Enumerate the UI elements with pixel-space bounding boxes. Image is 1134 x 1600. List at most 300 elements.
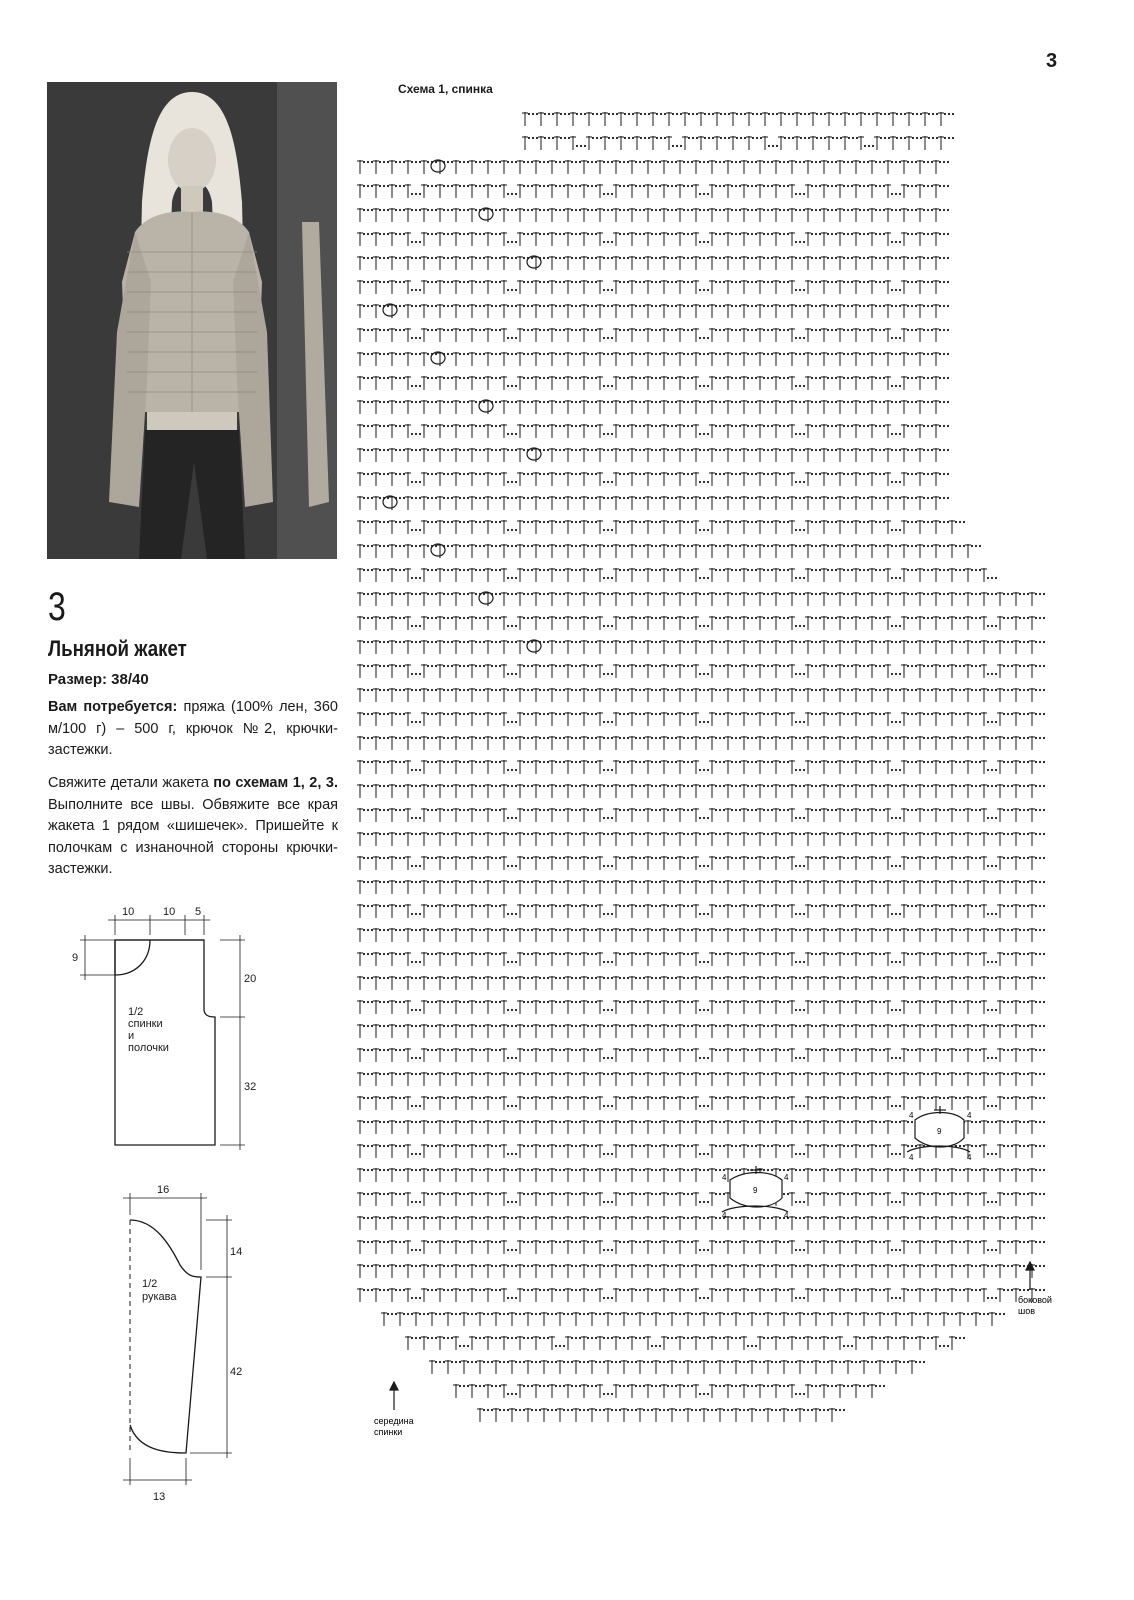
chart-stitch (837, 304, 853, 318)
chart-stitch (437, 1192, 453, 1206)
chart-stitch (789, 352, 805, 366)
chart-stitch (981, 1168, 997, 1182)
dim-body-top-1: 10 (122, 906, 134, 918)
chart-stitch (853, 1384, 869, 1398)
chart-stitch (549, 376, 565, 390)
chart-stitch (469, 1384, 485, 1398)
chart-stitch (389, 1168, 405, 1182)
chart-stitch (645, 640, 661, 654)
chart-stitch (557, 1312, 573, 1326)
chart-stitch (381, 1312, 397, 1326)
chart-stitch (730, 136, 746, 150)
chart-stitch (965, 856, 981, 870)
chart-stitch (357, 904, 373, 918)
chart-stitch (645, 280, 661, 294)
chart-caption: Схема 1, спинка (398, 82, 493, 96)
chart-stitch (901, 640, 917, 654)
chart-stitch (949, 640, 965, 654)
chart-stitch (917, 280, 933, 294)
chart-stitch (533, 424, 549, 438)
chart-stitch (981, 1072, 997, 1086)
chart-stitch (501, 784, 517, 798)
chart-stitch (693, 904, 709, 918)
chart-stitch (613, 880, 629, 894)
chart-stitch (389, 1240, 405, 1254)
chart-stitch (533, 184, 549, 198)
chart-stitch (469, 424, 485, 438)
chart-stitch (373, 160, 389, 174)
chart-stitch (613, 1096, 629, 1110)
chart-stitch (741, 952, 757, 966)
chart-stitch (893, 1360, 909, 1374)
chart-stitch (565, 904, 581, 918)
chart-stitch (869, 736, 885, 750)
chart-stitch (1013, 856, 1029, 870)
chart-stitch (773, 1024, 789, 1038)
chart-stitch (549, 328, 565, 342)
chart-stitch (693, 328, 709, 342)
chart-stitch (762, 136, 778, 150)
chart-stitch (837, 952, 853, 966)
chart-stitch (485, 928, 501, 942)
chart-stitch (709, 664, 725, 678)
chart-stitch (661, 568, 677, 582)
chart-stitch (869, 1216, 885, 1230)
chart-stitch (709, 808, 725, 822)
chart-stitch (709, 1048, 725, 1062)
chart-stitch (533, 304, 549, 318)
chart-stitch (421, 184, 437, 198)
chart-stitch (549, 688, 565, 702)
chart-stitch (373, 1120, 389, 1134)
chart-stitch (965, 568, 981, 582)
chart-stitch (453, 448, 469, 462)
chart-stitch (821, 328, 837, 342)
chart-stitch (709, 832, 725, 846)
chart-stitch (661, 1048, 677, 1062)
chart-stitch (853, 1336, 869, 1350)
dim-sleeve-right-2: 42 (230, 1366, 242, 1378)
chart-stitch (373, 352, 389, 366)
chart-stitch (469, 544, 485, 558)
chart-stitch (485, 1216, 501, 1230)
chart-stitch (533, 712, 549, 726)
chart-stitch (373, 472, 389, 486)
chart-stitch (421, 400, 437, 414)
chart-stitch (645, 448, 661, 462)
chart-stitch (477, 1408, 493, 1422)
chart-stitch (405, 472, 421, 486)
chart-stitch (789, 1000, 805, 1014)
chart-stitch (453, 592, 469, 606)
chart-stitch (373, 832, 389, 846)
chart-stitch (517, 280, 533, 294)
chart-stitch (469, 280, 485, 294)
chart-stitch (565, 1240, 581, 1254)
chart-stitch (533, 472, 549, 486)
chart-stitch (485, 184, 501, 198)
chart-stitch (533, 1384, 549, 1398)
chart-stitch (629, 616, 645, 630)
chart-stitch (701, 1360, 717, 1374)
chart-stitch (821, 880, 837, 894)
chart-stitch (890, 136, 906, 150)
chart-stitch (762, 112, 778, 126)
chart-stitch (533, 352, 549, 366)
chart-stitch (421, 736, 437, 750)
chart-stitch (605, 1408, 621, 1422)
chart-stitch (629, 1240, 645, 1254)
chart-stitch (869, 376, 885, 390)
chart-stitch (725, 304, 741, 318)
chart-stitch (917, 376, 933, 390)
chart-stitch (565, 616, 581, 630)
chart-stitch (861, 1360, 877, 1374)
chart-stitch (533, 208, 549, 222)
chart-stitch (773, 784, 789, 798)
chart-stitch (533, 976, 549, 990)
chart-stitch (597, 184, 613, 198)
chart-stitch (837, 184, 853, 198)
chart-stitch (781, 1408, 797, 1422)
chart-stitch (741, 1048, 757, 1062)
chart-stitch (965, 1168, 981, 1182)
chart-stitch (973, 1312, 989, 1326)
chart-stitch (757, 616, 773, 630)
chart-stitch (981, 808, 997, 822)
chart-stitch (677, 184, 693, 198)
chart-stitch (853, 352, 869, 366)
chart-stitch (389, 976, 405, 990)
chart-stitch (765, 1312, 781, 1326)
chart-stitch (709, 952, 725, 966)
chart-stitch (685, 1360, 701, 1374)
chart-stitch (477, 1312, 493, 1326)
chart-stitch (637, 1312, 653, 1326)
chart-stitch (957, 1312, 973, 1326)
chart-stitch (909, 1312, 925, 1326)
chart-stitch (485, 496, 501, 510)
chart-stitch (709, 232, 725, 246)
chart-stitch (629, 304, 645, 318)
chart-stitch (901, 904, 917, 918)
chart-stitch (634, 136, 650, 150)
chart-stitch (421, 1264, 437, 1278)
pattern-schematics (70, 905, 290, 1515)
chart-stitch (746, 136, 762, 150)
chart-stitch (501, 952, 517, 966)
chart-stitch (485, 832, 501, 846)
chart-stitch (389, 952, 405, 966)
chart-stitch (570, 112, 586, 126)
chart-stitch (565, 376, 581, 390)
chart-stitch (501, 184, 517, 198)
chart-stitch (453, 856, 469, 870)
chart-stitch (677, 1048, 693, 1062)
chart-stitch (357, 1096, 373, 1110)
chart-stitch (693, 1072, 709, 1086)
chart-stitch (805, 904, 821, 918)
chart-stitch (645, 880, 661, 894)
chart-stitch (757, 304, 773, 318)
chart-stitch (613, 376, 629, 390)
chart-stitch (725, 712, 741, 726)
chart-stitch (693, 1240, 709, 1254)
chart-stitch (805, 424, 821, 438)
dim-sleeve-right-1: 14 (230, 1246, 242, 1258)
chart-stitch (773, 232, 789, 246)
chart-stitch (677, 256, 693, 270)
chart-stitch (997, 1264, 1013, 1278)
chart-stitch (549, 1096, 565, 1110)
chart-stitch (885, 904, 901, 918)
chart-stitch (933, 496, 949, 510)
chart-stitch (677, 856, 693, 870)
chart-stitch (485, 976, 501, 990)
chart-stitch (661, 1000, 677, 1014)
chart-stitch (701, 1408, 717, 1422)
chart-stitch (405, 208, 421, 222)
chart-stitch (565, 1288, 581, 1302)
chart-stitch (757, 856, 773, 870)
chart-stitch (741, 1384, 757, 1398)
chart-stitch (650, 136, 666, 150)
chart-stitch (501, 1216, 517, 1230)
chart-stitch (821, 1000, 837, 1014)
chart-stitch (965, 784, 981, 798)
chart-stitch (469, 448, 485, 462)
chart-stitch (549, 352, 565, 366)
chart-stitch (869, 304, 885, 318)
chart-stitch (805, 568, 821, 582)
chart-stitch (661, 328, 677, 342)
chart-stitch (645, 1024, 661, 1038)
chart-stitch (581, 1192, 597, 1206)
chart-stitch (573, 1408, 589, 1422)
chart-stitch (693, 448, 709, 462)
chart-stitch (437, 736, 453, 750)
chart-stitch (725, 904, 741, 918)
chart-stitch (565, 736, 581, 750)
chart-stitch (853, 304, 869, 318)
chart-stitch (453, 1168, 469, 1182)
chart-stitch (901, 1240, 917, 1254)
chart-stitch (805, 1240, 821, 1254)
chart-stitch (693, 256, 709, 270)
chart-stitch (421, 280, 437, 294)
chart-stitch (901, 976, 917, 990)
chart-stitch (725, 784, 741, 798)
chart-stitch (613, 640, 629, 654)
chart-stitch (677, 1168, 693, 1182)
chart-stitch (837, 1384, 853, 1398)
chart-stitch (693, 1288, 709, 1302)
chart-stitch (421, 232, 437, 246)
chart-stitch (501, 976, 517, 990)
chart-stitch (981, 1216, 997, 1230)
chart-stitch (837, 1240, 853, 1254)
chart-stitch (885, 304, 901, 318)
chart-stitch (485, 1096, 501, 1110)
chart-stitch (1013, 1216, 1029, 1230)
chart-stitch (821, 1048, 837, 1062)
chart-stitch (677, 976, 693, 990)
chart-stitch (389, 352, 405, 366)
chart-stitch (405, 256, 421, 270)
chart-stitch (805, 208, 821, 222)
chart-stitch (357, 832, 373, 846)
chart-stitch (917, 736, 933, 750)
chart-stitch (821, 1336, 837, 1350)
chart-stitch (437, 1000, 453, 1014)
chart-stitch (965, 808, 981, 822)
chart-stitch (357, 448, 373, 462)
chart-stitch (357, 1288, 373, 1302)
chart-stitch (773, 832, 789, 846)
chart-stitch (565, 280, 581, 294)
chart-stitch (501, 1144, 517, 1158)
chart-stitch (469, 640, 485, 654)
chart-stitch (405, 424, 421, 438)
chart-stitch (602, 136, 618, 150)
chart-stitch (629, 1384, 645, 1398)
chart-stitch (725, 760, 741, 774)
chart-stitch (757, 760, 773, 774)
chart-stitch (437, 400, 453, 414)
chart-stitch (677, 952, 693, 966)
chart-stitch (725, 1048, 741, 1062)
chart-stitch (629, 712, 645, 726)
chart-stitch (669, 1360, 685, 1374)
chart-stitch (709, 688, 725, 702)
chart-stitch (933, 760, 949, 774)
chart-stitch (901, 592, 917, 606)
chart-stitch (469, 664, 485, 678)
chart-stitch (885, 784, 901, 798)
chart-stitch (869, 664, 885, 678)
chart-stitch (677, 328, 693, 342)
chart-stitch (597, 616, 613, 630)
chart-stitch (597, 352, 613, 366)
chart-stitch (805, 688, 821, 702)
chart-stitch (789, 880, 805, 894)
chart-stitch (757, 1144, 773, 1158)
chart-stitch (869, 232, 885, 246)
chart-stitch (949, 1192, 965, 1206)
chart-stitch (485, 304, 501, 318)
chart-stitch (709, 424, 725, 438)
chart-stitch (629, 232, 645, 246)
chart-stitch (421, 688, 437, 702)
chart-stitch (645, 1264, 661, 1278)
chart-stitch (677, 304, 693, 318)
chart-stitch (853, 616, 869, 630)
chart-stitch (485, 760, 501, 774)
chart-stitch (805, 880, 821, 894)
chart-stitch (997, 712, 1013, 726)
chart-stitch (421, 568, 437, 582)
chart-stitch (629, 1048, 645, 1062)
chart-stitch (917, 256, 933, 270)
chart-stitch (453, 1144, 469, 1158)
chart-stitch (581, 976, 597, 990)
chart-stitch (901, 616, 917, 630)
chart-stitch (853, 928, 869, 942)
chart-stitch (933, 784, 949, 798)
chart-stitch (933, 736, 949, 750)
chart-stitch (885, 664, 901, 678)
chart-stitch (917, 1000, 933, 1014)
chart-stitch (741, 808, 757, 822)
chart-stitch (1013, 1048, 1029, 1062)
chart-stitch (821, 1096, 837, 1110)
chart-stitch (421, 640, 437, 654)
chart-stitch (565, 304, 581, 318)
chart-stitch (821, 520, 837, 534)
chart-stitch (693, 472, 709, 486)
chart-stitch (565, 784, 581, 798)
chart-stitch (357, 1120, 373, 1134)
chart-stitch (853, 208, 869, 222)
chart-stitch (821, 1144, 837, 1158)
chart-stitch (933, 1336, 949, 1350)
chart-stitch (789, 328, 805, 342)
chart-stitch (693, 640, 709, 654)
chart-stitch (677, 1144, 693, 1158)
chart-stitch (725, 1144, 741, 1158)
chart-stitch (597, 328, 613, 342)
chart-stitch (837, 760, 853, 774)
chart-stitch (621, 1312, 637, 1326)
chart-stitch (829, 1312, 845, 1326)
chart-stitch (453, 568, 469, 582)
chart-stitch (693, 1264, 709, 1278)
chart-stitch (933, 376, 949, 390)
chart-stitch (725, 328, 741, 342)
chart-stitch (853, 856, 869, 870)
chart-stitch (405, 1192, 421, 1206)
chart-stitch (997, 1120, 1013, 1134)
chart-stitch (597, 1072, 613, 1086)
chart-stitch (1013, 1168, 1029, 1182)
chart-stitch (933, 712, 949, 726)
chart-stitch (1029, 1072, 1045, 1086)
chart-stitch (565, 1216, 581, 1230)
chart-stitch (781, 1360, 797, 1374)
chart-stitch (597, 256, 613, 270)
chart-stitch (949, 1168, 965, 1182)
chart-stitch (837, 208, 853, 222)
chart-stitch (661, 952, 677, 966)
chart-stitch (613, 952, 629, 966)
chart-stitch (981, 1048, 997, 1062)
chart-stitch (597, 520, 613, 534)
chart-stitch (725, 1024, 741, 1038)
chart-stitch (869, 328, 885, 342)
chart-stitch (597, 856, 613, 870)
chart-stitch (773, 712, 789, 726)
chart-stitch (469, 856, 485, 870)
article-title: Льняной жакет (48, 636, 187, 662)
chart-stitch (581, 712, 597, 726)
chart-stitch (741, 1216, 757, 1230)
chart-stitch (405, 688, 421, 702)
chart-stitch (885, 736, 901, 750)
chart-stitch (565, 880, 581, 894)
chart-stitch (373, 376, 389, 390)
sleeve-label-1: 1/2 (142, 1278, 157, 1290)
chart-stitch (485, 328, 501, 342)
